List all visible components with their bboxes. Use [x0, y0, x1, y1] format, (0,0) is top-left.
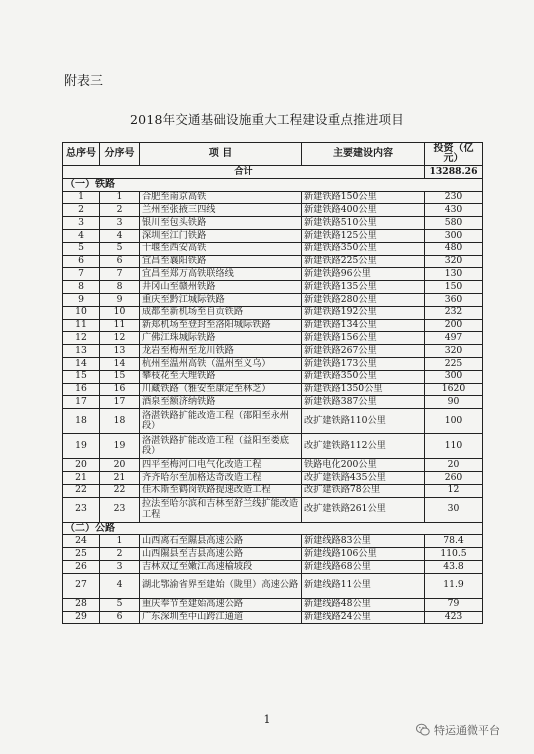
- sub-no-cell: 21: [100, 471, 140, 484]
- content-cell: 新建铁路350公里: [302, 370, 425, 383]
- total-value: 13288.26: [425, 166, 483, 179]
- table-row: [63, 573, 483, 598]
- investment-cell: 260: [425, 471, 483, 484]
- sub-no-cell: 8: [100, 281, 140, 294]
- content-cell: 新建铁路150公里: [302, 191, 425, 204]
- content-cell: 新建铁路173公里: [302, 357, 425, 370]
- table-row: [63, 332, 483, 345]
- project-cell: 合肥至南京高铁: [140, 191, 302, 204]
- projects-table: [62, 142, 483, 624]
- total-label: 合计: [63, 166, 425, 179]
- total-no-cell: 20: [63, 459, 100, 472]
- project-cell: 井冈山至赣州铁路: [140, 281, 302, 294]
- content-cell: 新建线路48公里: [302, 598, 425, 611]
- total-no-cell: 2: [63, 204, 100, 217]
- header-content: 主要建设内容: [302, 143, 425, 166]
- sub-no-cell: 17: [100, 396, 140, 409]
- table-row: [63, 484, 483, 497]
- sub-no-cell: 6: [100, 255, 140, 268]
- total-no-cell: 7: [63, 268, 100, 281]
- total-no-cell: 10: [63, 306, 100, 319]
- sub-no-cell: 1: [100, 191, 140, 204]
- table-row: [63, 560, 483, 573]
- header-sub-no: 分序号: [100, 143, 140, 166]
- project-cell: 宜昌至郑万高铁联络线: [140, 268, 302, 281]
- content-cell: 新建铁路96公里: [302, 268, 425, 281]
- project-cell: 山西隰县至吉县高速公路: [140, 548, 302, 561]
- investment-cell: 79: [425, 598, 483, 611]
- project-cell: 十堰至西安高铁: [140, 242, 302, 255]
- total-no-cell: 27: [63, 573, 100, 598]
- project-cell: 四平至梅河口电气化改造工程: [140, 459, 302, 472]
- table-row: [63, 611, 483, 624]
- project-cell: 湖北鄂渝省界至建始（陇里）高速公路: [140, 573, 302, 598]
- project-cell: 宜昌至襄阳铁路: [140, 255, 302, 268]
- investment-cell: 110.5: [425, 548, 483, 561]
- total-no-cell: 16: [63, 383, 100, 396]
- content-cell: 新建铁路1350公里: [302, 383, 425, 396]
- content-cell: 新建铁路135公里: [302, 281, 425, 294]
- investment-cell: 100: [425, 409, 483, 434]
- investment-cell: 225: [425, 357, 483, 370]
- investment-cell: 480: [425, 242, 483, 255]
- table-row: [63, 204, 483, 217]
- content-cell: 新建线路24公里: [302, 611, 425, 624]
- sub-no-cell: 23: [100, 497, 140, 522]
- total-no-cell: 3: [63, 217, 100, 230]
- sub-no-cell: 18: [100, 409, 140, 434]
- project-cell: 银川至包头铁路: [140, 217, 302, 230]
- table-row: [63, 191, 483, 204]
- table-row: [63, 357, 483, 370]
- content-cell: 新建铁路156公里: [302, 332, 425, 345]
- investment-cell: 230: [425, 191, 483, 204]
- investment-cell: 150: [425, 281, 483, 294]
- content-cell: 新建铁路134公里: [302, 319, 425, 332]
- total-no-cell: 19: [63, 434, 100, 459]
- total-no-cell: 25: [63, 548, 100, 561]
- project-cell: 深圳至江门铁路: [140, 229, 302, 242]
- investment-cell: 423: [425, 611, 483, 624]
- section-row: [63, 522, 483, 535]
- content-cell: 新建线路68公里: [302, 560, 425, 573]
- table-row: [63, 434, 483, 459]
- sub-no-cell: 7: [100, 268, 140, 281]
- sub-no-cell: 12: [100, 332, 140, 345]
- sub-no-cell: 19: [100, 434, 140, 459]
- header-total-no: 总序号: [63, 143, 100, 166]
- project-cell: 成都至新机场至自贡铁路: [140, 306, 302, 319]
- content-cell: 新建铁路510公里: [302, 217, 425, 230]
- table-row: [63, 409, 483, 434]
- appendix-label: 附表三: [64, 74, 104, 89]
- total-no-cell: 15: [63, 370, 100, 383]
- section-title: （二）公路: [63, 522, 483, 535]
- project-cell: 酒泉至额济纳铁路: [140, 396, 302, 409]
- content-cell: 新建铁路387公里: [302, 396, 425, 409]
- section-title: （一）铁路: [63, 178, 483, 191]
- project-cell: 杭州至温州高铁（温州至义乌）: [140, 357, 302, 370]
- project-cell: 广佛江珠城际铁路: [140, 332, 302, 345]
- table-row: [63, 471, 483, 484]
- table-header-row: [63, 143, 483, 166]
- content-cell: 新建铁路192公里: [302, 306, 425, 319]
- document-title: 2018年交通基础设施重大工程建设重点推进项目: [130, 112, 404, 127]
- investment-cell: 430: [425, 204, 483, 217]
- investment-cell: 320: [425, 345, 483, 358]
- investment-cell: 360: [425, 293, 483, 306]
- total-no-cell: 21: [63, 471, 100, 484]
- content-cell: 改扩建铁路110公里: [302, 409, 425, 434]
- sub-no-cell: 5: [100, 242, 140, 255]
- table-row: [63, 281, 483, 294]
- content-cell: 新建线路106公里: [302, 548, 425, 561]
- sub-no-cell: 10: [100, 306, 140, 319]
- total-no-cell: 18: [63, 409, 100, 434]
- table-row: [63, 396, 483, 409]
- investment-cell: 300: [425, 229, 483, 242]
- project-cell: 拉法至哈尔滨和吉林至舒兰线扩能改造工程: [140, 497, 302, 522]
- sub-no-cell: 4: [100, 573, 140, 598]
- sub-no-cell: 3: [100, 217, 140, 230]
- sub-no-cell: 9: [100, 293, 140, 306]
- project-cell: 吉林双辽至嫩江高速榆坡段: [140, 560, 302, 573]
- investment-cell: 20: [425, 459, 483, 472]
- content-cell: 新建铁路125公里: [302, 229, 425, 242]
- table-row: [63, 229, 483, 242]
- total-no-cell: 23: [63, 497, 100, 522]
- project-cell: 攀枝花至大理铁路: [140, 370, 302, 383]
- sub-no-cell: 16: [100, 383, 140, 396]
- total-row: [63, 166, 483, 179]
- total-no-cell: 13: [63, 345, 100, 358]
- investment-cell: 300: [425, 370, 483, 383]
- project-cell: 兰州至张掖三四线: [140, 204, 302, 217]
- investment-cell: 78.4: [425, 535, 483, 548]
- total-no-cell: 9: [63, 293, 100, 306]
- total-no-cell: 6: [63, 255, 100, 268]
- project-cell: 重庆至黔江城际铁路: [140, 293, 302, 306]
- sub-no-cell: 1: [100, 535, 140, 548]
- project-cell: 龙岩至梅州至龙川铁路: [140, 345, 302, 358]
- project-cell: 山西离石至隰县高速公路: [140, 535, 302, 548]
- content-cell: 改扩建铁路112公里: [302, 434, 425, 459]
- investment-cell: 200: [425, 319, 483, 332]
- table-row: [63, 497, 483, 522]
- content-cell: 改扩建铁路261公里: [302, 497, 425, 522]
- sub-no-cell: 2: [100, 204, 140, 217]
- investment-cell: 43.8: [425, 560, 483, 573]
- investment-cell: 497: [425, 332, 483, 345]
- watermark: [416, 722, 500, 738]
- total-no-cell: 28: [63, 598, 100, 611]
- sub-no-cell: 20: [100, 459, 140, 472]
- project-cell: 佳木斯至鹤岗铁路提速改造工程: [140, 484, 302, 497]
- table-row: [63, 268, 483, 281]
- sub-no-cell: 4: [100, 229, 140, 242]
- content-cell: 改扩建铁路435公里: [302, 471, 425, 484]
- total-no-cell: 8: [63, 281, 100, 294]
- sub-no-cell: 2: [100, 548, 140, 561]
- content-cell: 新建铁路280公里: [302, 293, 425, 306]
- total-no-cell: 24: [63, 535, 100, 548]
- sub-no-cell: 13: [100, 345, 140, 358]
- investment-cell: 580: [425, 217, 483, 230]
- investment-cell: 90: [425, 396, 483, 409]
- table-row: [63, 319, 483, 332]
- content-cell: 新建线路83公里: [302, 535, 425, 548]
- project-cell: 洛湛铁路扩能改造工程（邵阳至永州段）: [140, 409, 302, 434]
- total-no-cell: 26: [63, 560, 100, 573]
- content-cell: 新建铁路225公里: [302, 255, 425, 268]
- total-no-cell: 12: [63, 332, 100, 345]
- table-row: [63, 217, 483, 230]
- table-row: [63, 255, 483, 268]
- total-no-cell: 11: [63, 319, 100, 332]
- content-cell: 新建线路11公里: [302, 573, 425, 598]
- investment-cell: 30: [425, 497, 483, 522]
- sub-no-cell: 3: [100, 560, 140, 573]
- wechat-icon: [416, 723, 430, 737]
- table-row: [63, 345, 483, 358]
- header-investment: 投资（亿元）: [425, 143, 483, 166]
- investment-cell: 110: [425, 434, 483, 459]
- total-no-cell: 4: [63, 229, 100, 242]
- total-no-cell: 22: [63, 484, 100, 497]
- investment-cell: 1620: [425, 383, 483, 396]
- investment-cell: 232: [425, 306, 483, 319]
- sub-no-cell: 14: [100, 357, 140, 370]
- section-row: [63, 178, 483, 191]
- table-row: [63, 459, 483, 472]
- table-row: [63, 598, 483, 611]
- table-row: [63, 383, 483, 396]
- content-cell: 改扩建铁路78公里: [302, 484, 425, 497]
- project-cell: 广东深圳至中山跨江通道: [140, 611, 302, 624]
- investment-cell: 11.9: [425, 573, 483, 598]
- total-no-cell: 29: [63, 611, 100, 624]
- total-no-cell: 14: [63, 357, 100, 370]
- project-cell: 川藏铁路（雅安至康定至林芝）: [140, 383, 302, 396]
- table-row: [63, 535, 483, 548]
- content-cell: 新建铁路267公里: [302, 345, 425, 358]
- investment-cell: 12: [425, 484, 483, 497]
- header-project: 项 目: [140, 143, 302, 166]
- project-cell: 重庆奉节至建始高速公路: [140, 598, 302, 611]
- sub-no-cell: 22: [100, 484, 140, 497]
- project-cell: 新郑机场至登封至洛阳城际铁路: [140, 319, 302, 332]
- content-cell: 新建铁路400公里: [302, 204, 425, 217]
- content-cell: 新建铁路350公里: [302, 242, 425, 255]
- sub-no-cell: 11: [100, 319, 140, 332]
- sub-no-cell: 15: [100, 370, 140, 383]
- page-number: 1: [263, 713, 271, 726]
- sub-no-cell: 5: [100, 598, 140, 611]
- total-no-cell: 17: [63, 396, 100, 409]
- investment-cell: 130: [425, 268, 483, 281]
- total-no-cell: 1: [63, 191, 100, 204]
- table-row: [63, 548, 483, 561]
- table-row: [63, 306, 483, 319]
- table-row: [63, 370, 483, 383]
- table-row: [63, 293, 483, 306]
- project-cell: 洛湛铁路扩能改造工程（益阳至娄底段）: [140, 434, 302, 459]
- content-cell: 铁路电化200公里: [302, 459, 425, 472]
- investment-cell: 320: [425, 255, 483, 268]
- table-row: [63, 242, 483, 255]
- sub-no-cell: 6: [100, 611, 140, 624]
- total-no-cell: 5: [63, 242, 100, 255]
- watermark-text: 特运通微平台: [434, 724, 500, 737]
- project-cell: 齐齐哈尔至加格达奇改造工程: [140, 471, 302, 484]
